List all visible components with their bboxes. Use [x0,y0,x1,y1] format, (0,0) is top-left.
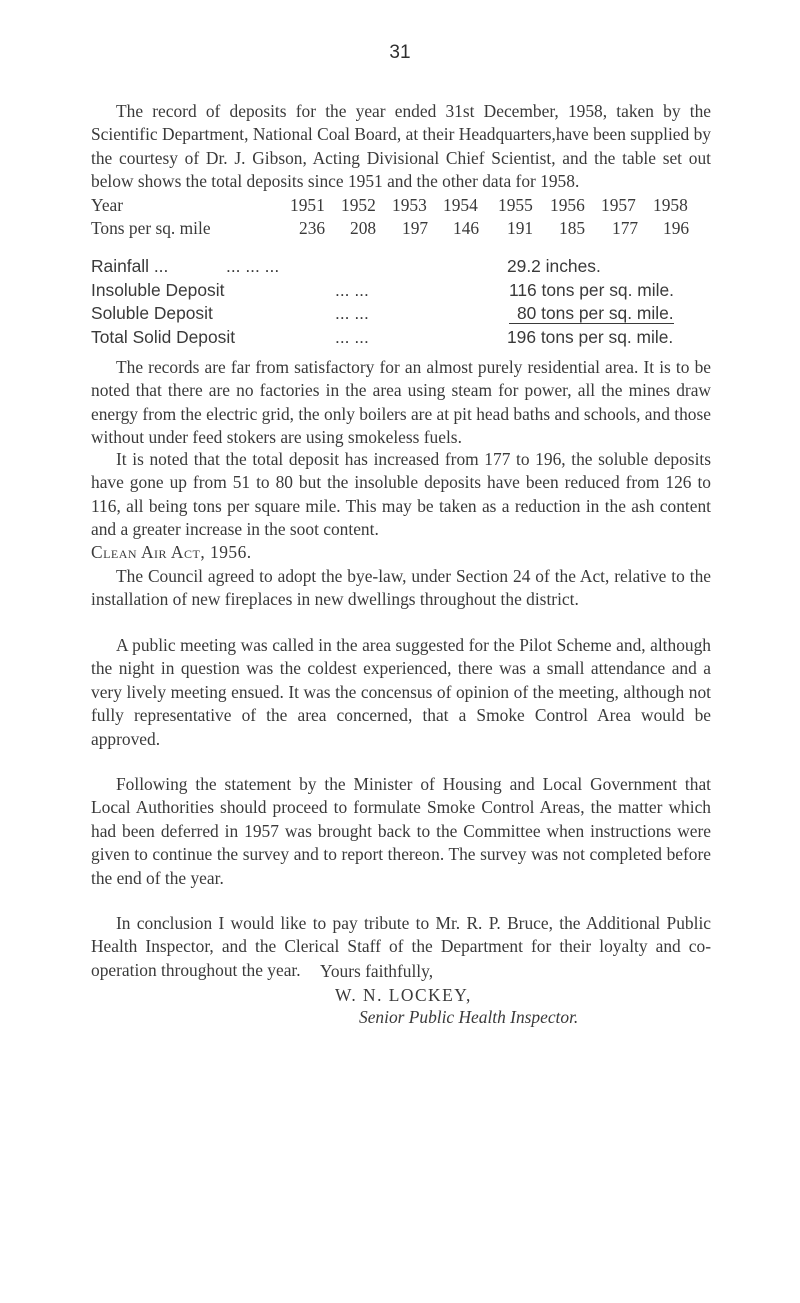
year-label: Year [91,195,124,215]
deposit-label: Insoluble Deposit [91,279,225,300]
tons-cell: 196 [663,218,690,238]
deposit-label: Soluble Deposit [91,303,213,323]
intro-paragraph: The record of deposits for the year ended 31st December, 1958, taken by the Scientific Department, National Coal Board, at their Headquarters,have been supplied by the courtesy of Dr. J. Gibson, Acting Divisional Chief Scientist, and the table set out below shows the total deposits since 1951 and the other data for 1958. [91,101,711,192]
paragraph-public-meeting: A public meeting was called in the area suggested for the Pilot Scheme and, although the night in question was the coldest experienced, there was a small attendance and a very lively meeting ensued. It was the concensus of opinion of the meeting, although not fully representative of the area concerned, that a Smoke Control Area would be approved. [91,635,711,749]
tons-cell: 191 [507,218,534,238]
deposit-row-total [91,326,721,350]
deposit-data [91,255,721,349]
tons-cell: 146 [453,218,480,238]
deposit-value: 29.2 inches. [507,256,601,276]
deposit-row-soluble [91,302,721,326]
tons-cell: 197 [402,218,429,238]
deposit-label: Total Solid Deposit [91,326,236,347]
tons-label: Tons per sq. mile [91,218,211,238]
year-cell: 1953 [392,195,427,215]
paragraph-conclusion: In conclusion I would like to pay tribute to Mr. R. P. Bruce, the Additional Public Health Inspector, and the Clerical Staff of the Department for their loyalty and co-operation throughout the year. [91,913,711,980]
page-number: 31 [389,42,411,63]
signatory-name: W. N. LOCKEY, [335,985,472,1005]
tons-cell: 208 [350,218,377,238]
deposit-value: 196 tons per sq. mile. [507,326,674,347]
leader-dots: ... ... [335,303,369,323]
leader-dots: ... ... [335,279,369,300]
year-table [91,194,721,240]
section-heading-text: Clean Air Act, 1956. [91,542,252,562]
closing-salutation: Yours faithfully, [320,961,434,981]
paragraph-bye-law: The Council agreed to adopt the bye-law, under Section 24 of the Act, relative to the installation of new fireplaces in new dwellings throughout the district. [91,566,711,610]
year-cell: 1956 [550,195,585,215]
tons-row [91,217,721,240]
deposit-row-rainfall [91,255,721,279]
deposit-label: Rainfall ... [91,256,169,276]
year-cell: 1952 [341,195,376,215]
tons-cell: 236 [299,218,326,238]
signatory-title: Senior Public Health Inspector. [359,1007,579,1027]
deposit-value [509,302,674,326]
leader-dots: ... ... ... [226,256,280,276]
year-cell: 1951 [290,195,325,215]
deposit-value: 116 tons per sq. mile. [509,279,674,300]
year-cell: 1955 [498,195,533,215]
paragraph-records: The records are far from satisfactory for an almost purely residential area. It is to be noted that there are no factories in the area using steam for power, all the mines draw energy from the electric grid, the only boilers are at pit head baths and schools, and those without under feed stokers are using smokeless fuels. [91,357,711,448]
year-row [91,194,721,217]
paragraph-minister-statement: Following the statement by the Minister of Housing and Local Government that Local Authorities should proceed to formulate Smoke Control Areas, the matter which had been deferred in 1957 was brought back to the Committee when instructions were given to continue the survey and to report thereon. The survey was not completed before the end of the year. [91,774,711,888]
year-cell: 1954 [443,195,478,215]
leader-dots: ... ... [335,326,369,347]
deposit-row-insoluble [91,279,721,303]
section-heading [91,541,252,564]
paragraph-deposit-change: It is noted that the total deposit has increased from 177 to 196, the soluble deposits have gone up from 51 to 80 but the insoluble deposits have been reduced from 126 to 116, all being tons per square mile. This may be taken as a reduction in the ash content and a greater increase in the soot content. [91,449,711,540]
tons-cell: 185 [559,218,586,238]
year-cell: 1958 [653,195,688,215]
deposit-value-text: 80 tons per sq. mile. [509,303,674,324]
tons-cell: 177 [612,218,639,238]
year-cell: 1957 [601,195,636,215]
